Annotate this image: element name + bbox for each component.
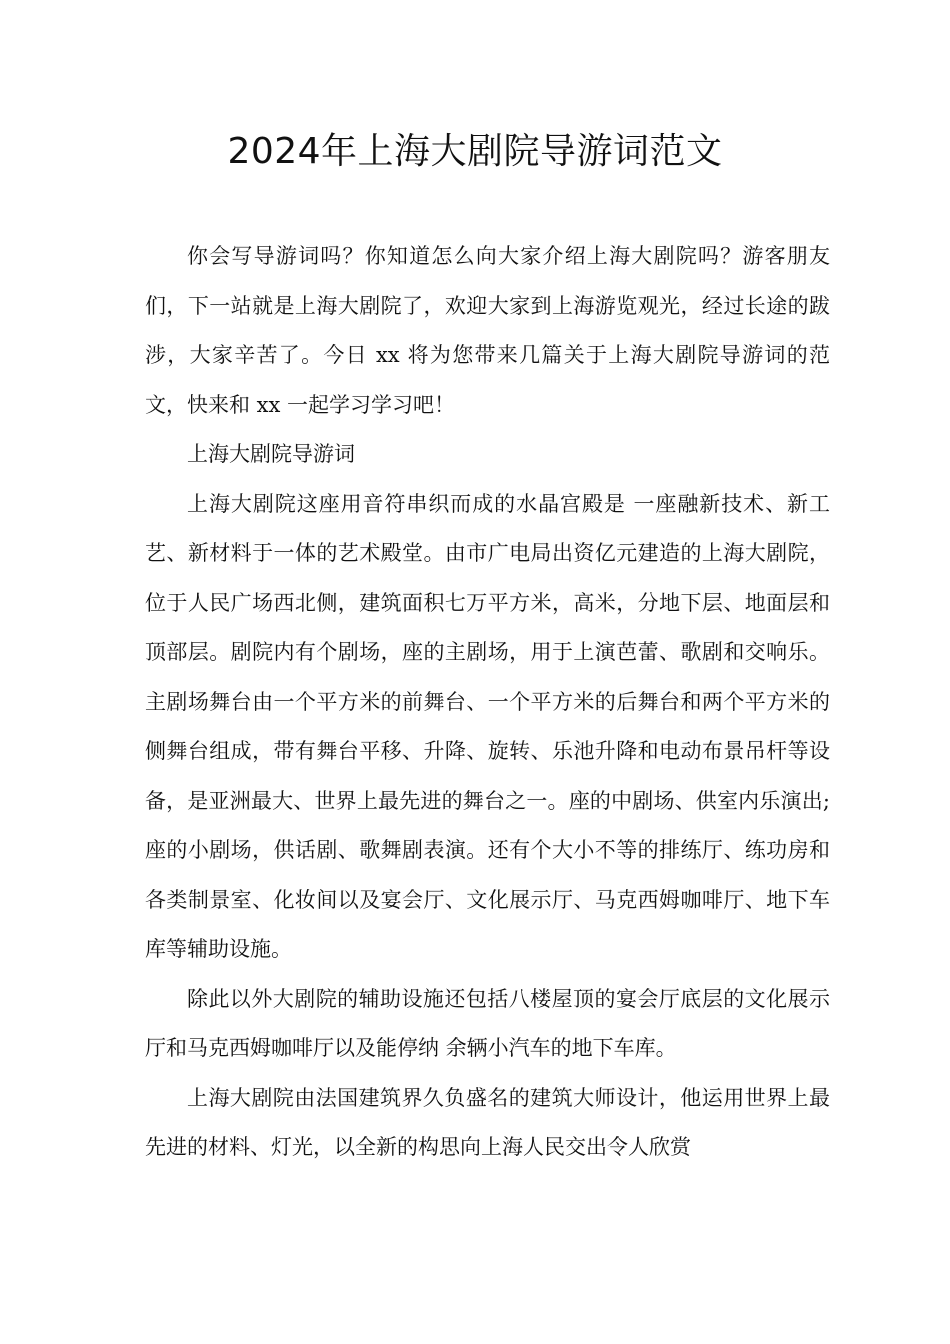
paragraph-overview: 上海大剧院这座用音符串织而成的水晶宫殿是 一座融新技术、新工艺、新材料于一体的艺术殿堂。由市广电局出资亿元建造的上海大剧院，位于人民广场西北侧，建筑面积七万平方米，高米，分地下层、地面层和顶部层。剧院内有个剧场，座的主剧场，用于上演芭蕾、歌剧和交响乐。主剧场舞台由一个平方米的前舞台、一个平方米的后舞台和两个平方米的侧舞台组成，带有舞台平移、升降、旋转、乐池升降和电动布景吊杆等设备，是亚洲最大、世界上最先进的舞台之一。座的中剧场、供室内乐演出;座的小剧场，供话剧、歌舞剧表演。还有个大小不等的排练厅、练功房和各类制景室、化妆间以及宴会厅、文化展示厅、马克西姆咖啡厅、地下车库等辅助设施。 [145, 491, 830, 961]
document-title: 2024年上海大剧院导游词范文 [227, 131, 723, 172]
document-body [145, 232, 830, 1173]
paragraph-facilities: 除此以外大剧院的辅助设施还包括八楼屋顶的宴会厅底层的文化展示厅和马克西姆咖啡厅以及能停纳 余辆小汽车的地下车库。 [145, 986, 830, 1060]
paragraph-intro: 你会写导游词吗？你知道怎么向大家介绍上海大剧院吗？游客朋友们，下一站就是上海大剧院了，欢迎大家到上海游览观光，经过长途的跋涉，大家辛苦了。今日 xx 将为您带来几篇关于上海大剧院导游词的范文，快来和 xx 一起学习学习吧！ [145, 244, 830, 417]
paragraph-design: 上海大剧院由法国建筑界久负盛名的建筑大师设计，他运用世界上最先进的材料、灯光，以全新的构思向上海人民交出令人欣赏 [145, 1085, 830, 1159]
paragraph-subheading: 上海大剧院导游词 [187, 442, 355, 466]
